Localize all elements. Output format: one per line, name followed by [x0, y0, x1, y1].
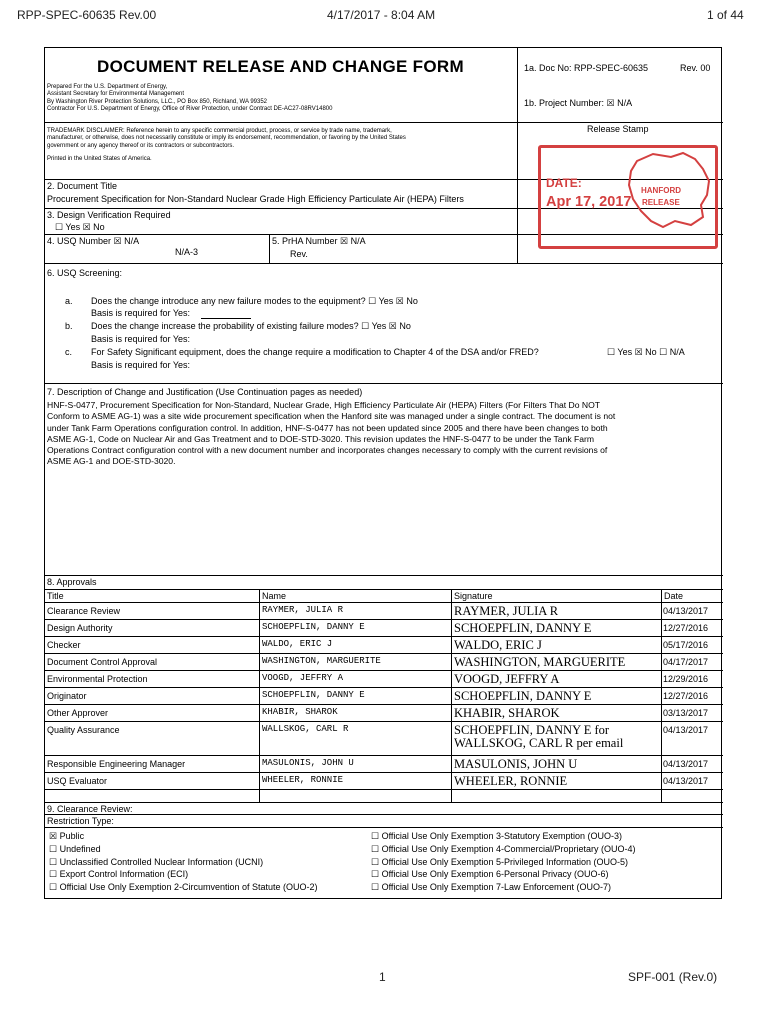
restriction-right-column: [371, 830, 635, 894]
approval-title: USQ Evaluator: [47, 776, 108, 786]
stamp-line2: RELEASE: [642, 198, 680, 207]
restriction-left-column: [49, 830, 318, 894]
restriction-eci[interactable]: ☐ Export Control Information (ECI): [49, 869, 189, 880]
approval-signature: SCHOEPFLIN, DANNY E: [454, 689, 592, 703]
form-id: SPF-001 (Rev.0): [628, 970, 718, 984]
approval-signature: WALDO, ERIC J: [454, 638, 542, 652]
design-verification-label: 3. Design Verification Required: [47, 210, 171, 220]
release-stamp: [538, 145, 718, 249]
approval-signature: RAYMER, JULIA R: [454, 604, 559, 618]
approval-name: MASULONIS, JOHN U: [262, 758, 354, 768]
description-line: HNF-S-0477, Procurement Specification for Non-Standard, Nuclear Grade, High Efficiency Particulate Air (HEPA) Filters (For Filters That Do NOT: [47, 400, 601, 410]
design-verification-options[interactable]: ☐ Yes ☒ No: [55, 222, 105, 232]
trademark-line: government or any agency thereof or its contractors or subcontractors.: [47, 142, 235, 149]
restriction-ouo-7[interactable]: ☐ Official Use Only Exemption 7-Law Enforcement (OUO-7): [371, 882, 611, 893]
description-line: Operations Contract configuration control with a new document number and incorporates changes necessary to comply with the current revisions of: [47, 445, 608, 456]
approval-date: 03/13/2017: [663, 708, 709, 718]
prha-label: 5. PrHA Number ☒ N/A: [272, 236, 366, 246]
usq-screening-label: 6. USQ Screening:: [47, 268, 123, 278]
description-body: [47, 400, 721, 468]
approval-title: Responsible Engineering Manager: [47, 759, 186, 769]
usq-item-c-letter: c.: [65, 347, 73, 357]
approval-name: KHABIR, SHAROK: [262, 707, 338, 717]
description-line: ASME AG-1 and DOE-STD-3020.: [47, 456, 176, 467]
description-label: 7. Description of Change and Justification (Use Continuation pages as needed): [47, 387, 363, 397]
prepared-line: Prepared For the U.S. Department of Energy,: [47, 84, 168, 90]
description-line: Conform to ASME AG-1) was a site wide procurement specification when the Hanford site was managed under a single contract. The document is not: [47, 411, 616, 422]
approval-title: Environmental Protection: [47, 674, 148, 684]
approval-name: WALLSKOG, CARL R: [262, 724, 349, 734]
page-of: 1 of 44: [707, 8, 744, 22]
approval-name: SCHOEPFLIN, DANNY E: [262, 622, 365, 632]
release-form: [44, 47, 722, 899]
approval-date: 12/29/2016: [663, 674, 709, 684]
restriction-ouo-4[interactable]: ☐ Official Use Only Exemption 4-Commercial/Proprietary (OUO-4): [371, 843, 636, 854]
doc-title-label: 2. Document Title: [47, 181, 118, 191]
description-line: ASME AG-1, Code on Nuclear Air and Gas Treatment and to DOE-STD-3020. This revision updates the HNF-S-0477 to be under the Tank Farm: [47, 433, 595, 444]
approval-signature: WASHINGTON, MARGUERITE: [454, 655, 626, 669]
approval-signature: MASULONIS, JOHN U: [454, 757, 578, 771]
page-doc-id: RPP-SPEC-60635 Rev.00: [17, 8, 157, 22]
approvals-header-signature: Signature: [454, 591, 493, 601]
usq-item-b-basis: Basis is required for Yes:: [91, 334, 191, 344]
approval-signature: VOOGD, JEFFRY A: [454, 672, 560, 686]
approval-name: WHEELER, RONNIE: [262, 775, 344, 785]
clearance-label: 9. Clearance Review:: [47, 804, 133, 814]
approval-signature: SCHOEPFLIN, DANNY E: [454, 621, 592, 635]
usq-number-value: N/A-3: [175, 247, 199, 257]
restriction-ouo-6[interactable]: ☐ Official Use Only Exemption 6-Personal Privacy (OUO-6): [371, 869, 609, 880]
approval-title: Quality Assurance: [47, 725, 120, 735]
approval-name: WALDO, ERIC J: [262, 639, 333, 649]
approval-date: 12/27/2016: [663, 623, 709, 633]
approval-signature: KHABIR, SHAROK: [454, 706, 560, 720]
approval-name: WASHINGTON, MARGUERITE: [262, 656, 381, 666]
project-number: 1b. Project Number: ☒ N/A: [524, 98, 633, 108]
usq-item-b-question: Does the change increase the probability of existing failure modes? ☐ Yes ☒ No: [91, 321, 411, 331]
approval-signature-line2: WALLSKOG, CARL R per email: [454, 736, 624, 750]
stamp-date-label: DATE:: [546, 176, 582, 190]
form-title: DOCUMENT RELEASE AND CHANGE FORM: [97, 57, 464, 76]
restriction-ouo-5[interactable]: ☐ Official Use Only Exemption 5-Privileged Information (OUO-5): [371, 856, 628, 867]
restriction-public[interactable]: ☒ Public: [49, 831, 85, 841]
release-stamp-label: Release Stamp: [587, 124, 649, 134]
approval-name: SCHOEPFLIN, DANNY E: [262, 690, 365, 700]
usq-item-c-question: For Safety Significant equipment, does the change require a modification to Chapter 4 of the DSA and/or FRED?: [91, 347, 539, 357]
usq-item-a-letter: a.: [65, 296, 73, 306]
approval-date: 04/17/2017: [663, 657, 709, 667]
doc-no: 1a. Doc No: RPP-SPEC-60635: [524, 63, 649, 73]
usq-item-b-letter: b.: [65, 321, 73, 331]
approval-title: Originator: [47, 691, 87, 701]
restriction-undefined[interactable]: ☐ Undefined: [49, 843, 101, 854]
trademark-disclaimer: [47, 128, 512, 163]
printed-note: Printed in the United States of America.: [47, 155, 152, 162]
approval-signature: WHEELER, RONNIE: [454, 774, 568, 788]
description-line: under Tank Farm Operations configuration control. In addition, HNF-S-0477 has not been updated since 2005 and there have been changes to both: [47, 422, 608, 433]
approvals-header-title: Title: [47, 591, 64, 601]
approval-name: VOOGD, JEFFRY A: [262, 673, 344, 683]
prepared-line: Contractor For U.S. Department of Energy, Office of River Protection, under Contract DE-AC27-08RV14800: [47, 105, 333, 112]
approval-date: 12/27/2016: [663, 691, 709, 701]
approval-title: Document Control Approval: [47, 657, 158, 667]
approval-title: Design Authority: [47, 623, 113, 633]
usq-item-a-basis: Basis is required for Yes:: [91, 308, 191, 318]
approvals-header-name: Name: [262, 591, 287, 601]
usq-item-a-question: Does the change introduce any new failure modes to the equipment? ☐ Yes ☒ No: [91, 296, 418, 306]
doc-title: Procurement Specification for Non-Standard Nuclear Grade High Efficiency Particulate Air (HEPA) Filters: [47, 194, 464, 204]
approval-name: RAYMER, JULIA R: [262, 605, 344, 615]
restriction-ouo-2[interactable]: ☐ Official Use Only Exemption 2-Circumvention of Statute (OUO-2): [49, 882, 318, 893]
approvals-header-date: Date: [664, 591, 684, 601]
approval-date: 04/13/2017: [663, 759, 709, 769]
approval-signature: SCHOEPFLIN, DANNY E for: [454, 723, 610, 737]
trademark-line: TRADEMARK DISCLAIMER: Reference herein to any specific commercial product, process, or service by trade name, trademark,: [47, 128, 392, 134]
prepared-line: By Washington River Protection Solutions, LLC., PO Box 850, Richland, WA 99352: [47, 98, 268, 105]
approvals-table: [45, 589, 723, 802]
approval-date: 04/13/2017: [663, 606, 709, 616]
prha-rev: Rev.: [290, 249, 308, 259]
prepared-line: Assistant Secretary for Environmental Management: [47, 91, 185, 98]
restriction-ucni[interactable]: ☐ Unclassified Controlled Nuclear Information (UCNI): [49, 856, 264, 867]
approval-date: 04/13/2017: [663, 725, 709, 735]
approval-date: 04/13/2017: [663, 776, 709, 786]
approvals-label: 8. Approvals: [47, 577, 97, 587]
approval-date: 05/17/2016: [663, 640, 709, 650]
stamp-date: Apr 17, 2017: [546, 194, 632, 210]
approval-title: Clearance Review: [47, 606, 121, 616]
approval-title: Checker: [47, 640, 81, 650]
prepared-for-block: [47, 84, 512, 113]
usq-number-label: 4. USQ Number ☒ N/A: [47, 236, 140, 246]
trademark-line: manufacturer, or otherwise, does not necessarily constitute or imply its endorsement, recommendation, or favoring by the United States: [47, 135, 406, 142]
page-number: 1: [379, 970, 386, 984]
usq-item-c-basis: Basis is required for Yes:: [91, 360, 191, 370]
restriction-label: Restriction Type:: [47, 816, 114, 826]
stamp-line1: HANFORD: [641, 186, 681, 195]
doc-rev: Rev. 00: [680, 63, 711, 73]
approval-title: Other Approver: [47, 708, 109, 718]
usq-item-c-options[interactable]: ☐ Yes ☒ No ☐ N/A: [607, 347, 685, 357]
restriction-ouo-3[interactable]: ☐ Official Use Only Exemption 3-Statutory Exemption (OUO-3): [371, 831, 622, 841]
page-datetime: 4/17/2017 - 8:04 AM: [327, 8, 436, 22]
